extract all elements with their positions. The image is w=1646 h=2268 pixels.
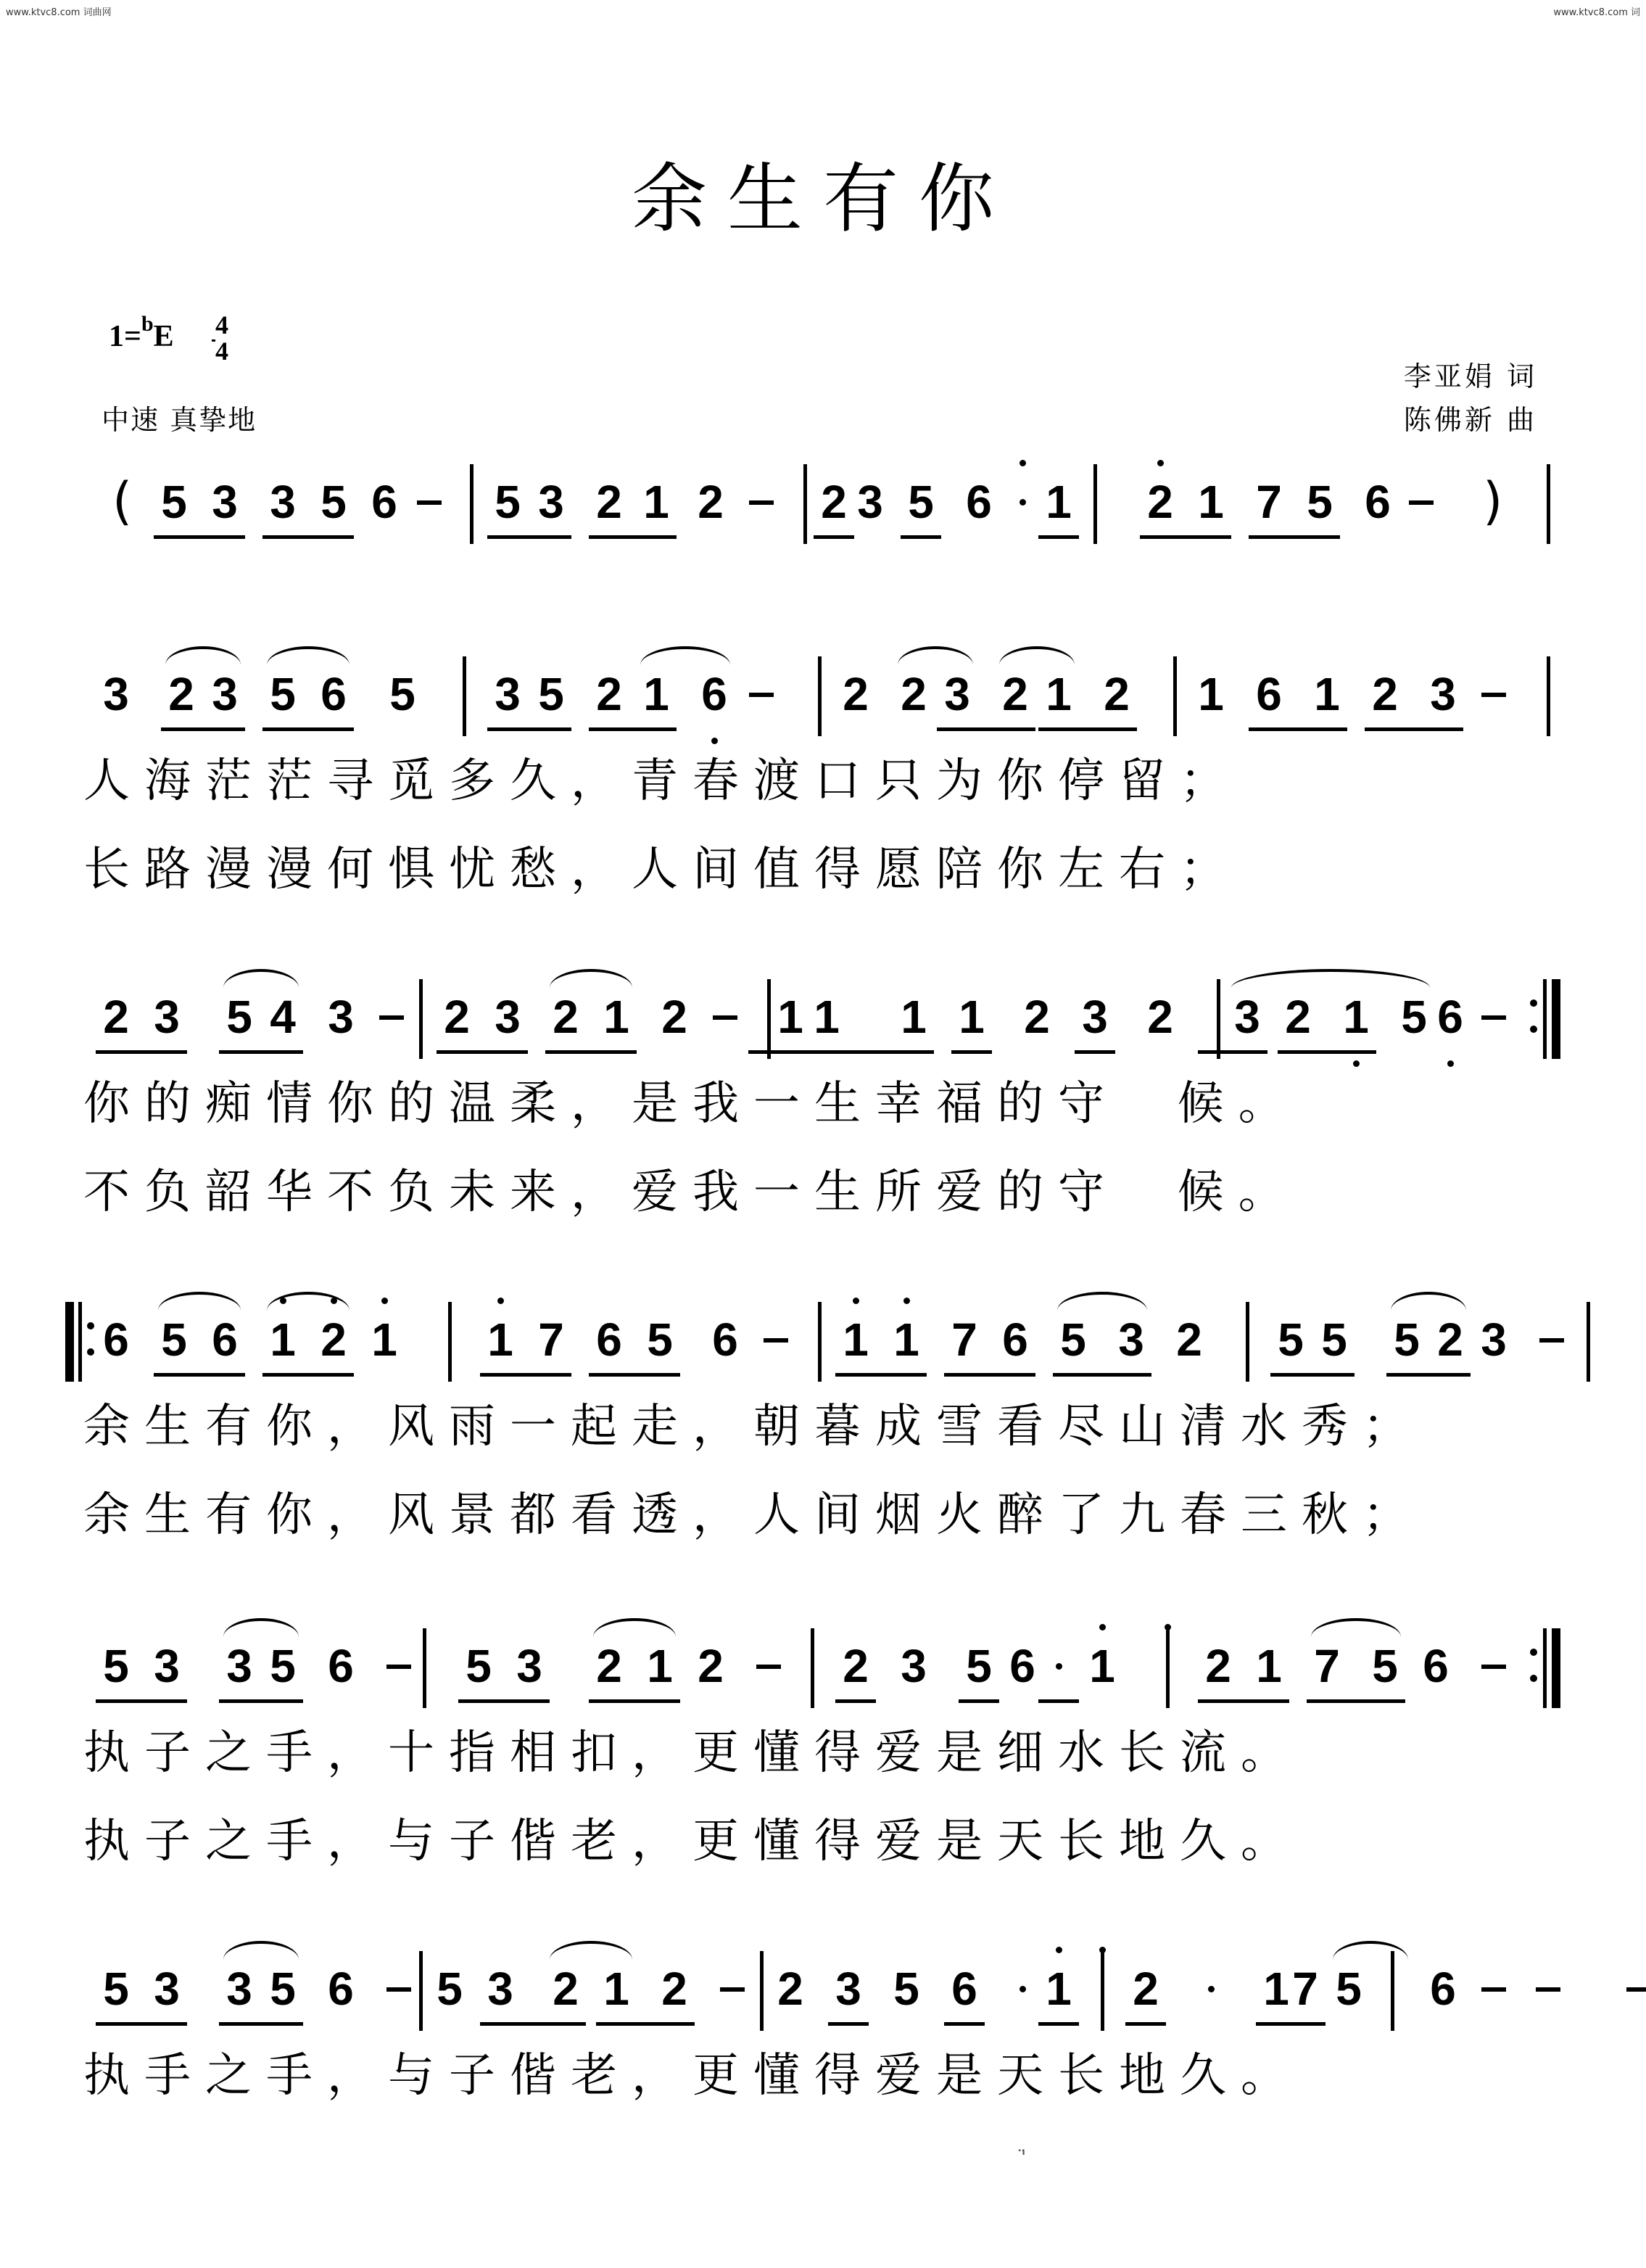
key-signature: 1=$^b$E [109, 312, 174, 353]
note: 5 [966, 1640, 992, 1692]
dash-sustain [749, 693, 774, 697]
note: 2 [553, 1963, 579, 2015]
barline [1173, 656, 1177, 736]
tempo-marking: 中速 真挚地 [102, 404, 257, 436]
octave-dot-high [1099, 1947, 1106, 1953]
slur [550, 1941, 632, 1960]
note: 5 [270, 1640, 296, 1692]
underline [96, 2022, 187, 2026]
note: 1 [643, 476, 669, 528]
slur [223, 1618, 299, 1637]
note: 5 [1278, 1314, 1304, 1366]
lyricist-credit: 李亚娟 词 [1403, 360, 1537, 392]
octave-dot-high [1056, 1947, 1062, 1953]
barline [803, 464, 807, 544]
note: 1 [1198, 476, 1224, 528]
dash-sustain [764, 1338, 788, 1343]
note: 1 [1046, 1963, 1072, 2015]
octave-dot-high [381, 1298, 388, 1304]
underline [944, 1373, 1035, 1377]
note: 2 [843, 668, 869, 720]
note: 6 [1423, 1640, 1449, 1692]
note: 2 [1372, 668, 1398, 720]
lyric-line: 执子之手，十指相扣，更懂得爱是细水长流。 [83, 1726, 1302, 1780]
underline [1249, 727, 1347, 731]
underline [1038, 727, 1137, 731]
lyric-line: 余生有你，风雨一起走，朝暮成雪看尽山清水秀； [83, 1400, 1423, 1453]
octave-dot-high [1157, 460, 1164, 466]
underline [748, 1050, 811, 1054]
barline [760, 1951, 764, 2031]
note: 1 [1046, 476, 1072, 528]
underline [835, 1699, 876, 1703]
note: 3 [226, 1963, 252, 2015]
note: 2 [1147, 476, 1173, 528]
underline [944, 2022, 985, 2026]
note: 5 [647, 1314, 673, 1366]
note: 5 [893, 1963, 919, 2015]
note: 3 [901, 1640, 927, 1692]
note: 3 [495, 991, 521, 1043]
note: 2 [1104, 668, 1130, 720]
underline [480, 2022, 586, 2026]
note: 5 [161, 476, 187, 528]
underline [1278, 1050, 1376, 1054]
note: 5 [161, 1314, 187, 1366]
lyric-line: 执手之手，与子偕老，更懂得爱是天长地久。 [83, 2049, 1302, 2103]
note: 1 [647, 1640, 673, 1692]
note: 1 [1256, 1640, 1282, 1692]
note: 1 [371, 1314, 397, 1366]
note: 2 [596, 476, 622, 528]
dash-sustain [1481, 1987, 1506, 1992]
octave-dot-high [1165, 1624, 1171, 1630]
note: 3 [1430, 668, 1456, 720]
note: 2 [1285, 991, 1311, 1043]
note: 5 [389, 668, 415, 720]
note: 2 [444, 991, 470, 1043]
underline [589, 727, 677, 731]
underline [487, 727, 571, 731]
repeat-barline-thick [1552, 1628, 1560, 1708]
dash-sustain [386, 1665, 411, 1669]
note: 7 [538, 1314, 564, 1366]
note: 3 [835, 1963, 861, 2015]
barline [1246, 1302, 1249, 1382]
note: 2 [901, 668, 927, 720]
underline [901, 535, 941, 539]
slur [1333, 1941, 1408, 1960]
note: 2 [821, 476, 847, 528]
dash-sustain [386, 1987, 411, 1992]
underline [96, 1050, 187, 1054]
repeat-start-thin [78, 1302, 82, 1382]
barline [1101, 1951, 1104, 2031]
barline [1547, 464, 1550, 544]
underline [1307, 1699, 1405, 1703]
dash-sustain [1539, 1338, 1564, 1343]
note: 1 [893, 1314, 919, 1366]
underline [959, 1699, 999, 1703]
note: 6 [212, 1314, 238, 1366]
underline [1140, 535, 1231, 539]
octave-dot-high [903, 1298, 910, 1304]
note: 3 [154, 1640, 180, 1692]
octave-dot-high [853, 1298, 859, 1304]
underline [262, 535, 354, 539]
note: 5 [1394, 1314, 1420, 1366]
note: 3 [538, 476, 564, 528]
repeat-barline-thick [1552, 979, 1560, 1059]
lyric-line: 余生有你，风景都看透，人间烟火醉了九春三秋； [83, 1488, 1423, 1542]
note: 2 [777, 1963, 803, 2015]
note: 2 [698, 1640, 724, 1692]
note: 3 [226, 1640, 252, 1692]
note: 3 [212, 668, 238, 720]
underline [1386, 1373, 1471, 1377]
underline [458, 1699, 550, 1703]
barline [448, 1302, 452, 1382]
note: 7 [1292, 1963, 1318, 2015]
note: 6 [328, 1963, 354, 2015]
note: 3 [516, 1640, 542, 1692]
note: 2 [596, 1640, 622, 1692]
note: 3 [487, 1963, 513, 2015]
note: 2 [698, 476, 724, 528]
note: 5 [1336, 1963, 1362, 2015]
note: 7 [951, 1314, 977, 1366]
note: 3 [1234, 991, 1260, 1043]
underline [545, 1050, 637, 1054]
note: 5 [270, 1963, 296, 2015]
page-title: 余生有你 [631, 154, 1014, 243]
underline [589, 535, 677, 539]
dot-duration [1020, 1986, 1026, 1992]
underline [487, 535, 571, 539]
underline [835, 1373, 927, 1377]
note: 1 [843, 1314, 869, 1366]
underline [828, 2022, 869, 2026]
underline [262, 1373, 354, 1377]
slur [1231, 969, 1430, 988]
slur [550, 969, 632, 988]
barline [470, 464, 473, 544]
underline [589, 1373, 680, 1377]
barline [1217, 979, 1220, 1059]
underline [1075, 1050, 1115, 1054]
repeat-barline-thin [1543, 1628, 1547, 1708]
note: 5 [270, 668, 296, 720]
note: 1 [487, 1314, 513, 1366]
note: 2 [1205, 1640, 1231, 1692]
composer-credit: 陈佛新 曲 [1403, 404, 1537, 436]
note: 5 [226, 991, 252, 1043]
note: 2 [596, 668, 622, 720]
underline [1125, 2022, 1166, 2026]
note: 6 [596, 1314, 622, 1366]
note: 1 [777, 991, 803, 1043]
note: 3 [495, 668, 521, 720]
parenthesis: ) [1483, 471, 1503, 531]
repeat-start-dots [87, 1322, 94, 1358]
underline [596, 2022, 695, 2026]
underline [1256, 2022, 1326, 2026]
octave-dot-high [280, 1298, 286, 1304]
underline [1038, 2022, 1079, 2026]
underline [154, 1373, 245, 1377]
lyric-line: 不负韶华不负未来，爱我一生所爱的守 候。 [83, 1166, 1299, 1219]
underline [951, 1050, 992, 1054]
note: 1 [1263, 1963, 1289, 2015]
note: 4 [270, 991, 296, 1043]
note: 6 [1009, 1640, 1035, 1692]
underline [1053, 1373, 1151, 1377]
note: 2 [661, 991, 687, 1043]
note: 5 [908, 476, 934, 528]
barline [419, 979, 423, 1059]
barline [818, 656, 822, 736]
parenthesis: ( [112, 471, 133, 531]
note: 5 [495, 476, 521, 528]
octave-dot-high [331, 1298, 337, 1304]
note: 7 [1314, 1640, 1340, 1692]
slur [1311, 1618, 1401, 1637]
slur [640, 646, 730, 665]
note: 3 [212, 476, 238, 528]
dash-sustain [379, 1015, 404, 1020]
note: 2 [168, 668, 194, 720]
note: 2 [1133, 1963, 1159, 2015]
time-signature: 4 4 [212, 312, 232, 364]
underline [219, 1699, 303, 1703]
dash-sustain [417, 500, 442, 505]
note: 1 [901, 991, 927, 1043]
dash-sustain [1536, 1987, 1560, 1992]
octave-dot-high [497, 1298, 504, 1304]
note: 1 [603, 1963, 629, 2015]
octave-dot-high [1099, 1624, 1106, 1630]
note: 1 [959, 991, 985, 1043]
barline [463, 656, 466, 736]
underline [1038, 1699, 1079, 1703]
note: 2 [553, 991, 579, 1043]
underline [1270, 1373, 1355, 1377]
header-right-watermark: www.ktvc8.com 词 [1553, 7, 1640, 18]
dash-sustain [1481, 693, 1506, 697]
barline [811, 1628, 814, 1708]
repeat-dots [1530, 1649, 1537, 1685]
note: 2 [661, 1963, 687, 2015]
note: 6 [1256, 668, 1282, 720]
barline [1166, 1628, 1170, 1708]
octave-dot-low [1447, 1060, 1454, 1067]
note: 6 [320, 668, 347, 720]
lyric-line: 人海茫茫寻觅多久，青春渡口只为你停留； [83, 754, 1241, 808]
slur [223, 969, 299, 988]
underline [437, 1050, 528, 1054]
note: 6 [966, 476, 992, 528]
note: 2 [103, 991, 129, 1043]
note: 1 [1089, 1640, 1115, 1692]
note: 3 [154, 991, 180, 1043]
dot-duration [1056, 1663, 1062, 1670]
slur [1057, 1292, 1147, 1311]
underline [1198, 1050, 1267, 1054]
note: 1 [1314, 668, 1340, 720]
note: 2 [320, 1314, 347, 1366]
note: 6 [1430, 1963, 1456, 2015]
note: 1 [1046, 668, 1072, 720]
note: 3 [270, 476, 296, 528]
dash-sustain [756, 1665, 781, 1669]
underline [262, 727, 354, 731]
note: 1 [1343, 991, 1369, 1043]
slur [223, 1941, 299, 1960]
note: 6 [103, 1314, 129, 1366]
note: 6 [1437, 991, 1463, 1043]
barline [1587, 1302, 1590, 1382]
slur [1391, 1292, 1466, 1311]
underline [161, 727, 245, 731]
note: 3 [103, 668, 129, 720]
note: 6 [1365, 476, 1391, 528]
barline [1391, 1951, 1394, 2031]
underline [589, 1699, 680, 1703]
note: 2 [1176, 1314, 1202, 1366]
underline [96, 1699, 187, 1703]
note: 1 [603, 991, 629, 1043]
note: 3 [1082, 991, 1108, 1043]
barline [1093, 464, 1097, 544]
note: 3 [1118, 1314, 1144, 1366]
note: 2 [1002, 668, 1028, 720]
note: 5 [103, 1963, 129, 2015]
note: 5 [1372, 1640, 1398, 1692]
note: 3 [328, 991, 354, 1043]
note: 5 [1307, 476, 1333, 528]
note: 3 [857, 476, 883, 528]
underline [480, 1373, 571, 1377]
underline [219, 1050, 303, 1054]
note: 7 [1256, 476, 1282, 528]
slur [165, 646, 241, 665]
note: 5 [538, 668, 564, 720]
slur [898, 646, 973, 665]
note: 5 [466, 1640, 492, 1692]
note: 5 [103, 1640, 129, 1692]
note: 5 [1321, 1314, 1347, 1366]
octave-dot-low [711, 738, 718, 744]
barline [423, 1628, 426, 1708]
dash-sustain [720, 1987, 745, 1992]
note: 2 [843, 1640, 869, 1692]
underline [1198, 1699, 1289, 1703]
barline [767, 979, 771, 1059]
dash-sustain [749, 500, 774, 505]
note: 3 [944, 668, 970, 720]
dash-sustain [1409, 500, 1434, 505]
lyric-line: 长路漫漫何惧忧愁，人间值得愿陪你左右； [83, 843, 1241, 896]
underline [1249, 535, 1340, 539]
note: 6 [712, 1314, 738, 1366]
note: 3 [1481, 1314, 1507, 1366]
barline [818, 1302, 822, 1382]
note: 2 [1147, 991, 1173, 1043]
underline [1365, 727, 1463, 731]
underline [219, 2022, 303, 2026]
note: 1 [270, 1314, 296, 1366]
underline [937, 727, 1035, 731]
dash-sustain [1481, 1015, 1506, 1020]
note: 6 [371, 476, 397, 528]
barline [1547, 656, 1550, 736]
note: 3 [154, 1963, 180, 2015]
scan-mark: '̈ [1021, 2147, 1027, 2169]
note: 6 [328, 1640, 354, 1692]
underline [814, 535, 854, 539]
repeat-dots [1530, 999, 1537, 1036]
barline [419, 1951, 423, 2031]
lyric-line: 执子之手，与子偕老，更懂得爱是天长地久。 [83, 1815, 1302, 1868]
note: 5 [437, 1963, 463, 2015]
header-left-watermark: www.ktvc8.com 词曲网 [6, 7, 112, 18]
note: 6 [951, 1963, 977, 2015]
note: 5 [320, 476, 347, 528]
underline [806, 1050, 934, 1054]
dot-duration [1020, 499, 1026, 506]
note: 6 [701, 668, 727, 720]
dash-sustain [1481, 1665, 1506, 1669]
note: 2 [1024, 991, 1050, 1043]
note: 5 [1060, 1314, 1086, 1366]
lyric-line: 你的痴情你的温柔，是我一生幸福的守 候。 [83, 1077, 1299, 1131]
note: 5 [1401, 991, 1427, 1043]
octave-dot-low [1353, 1060, 1360, 1067]
slur [158, 1292, 241, 1311]
dash-sustain [1626, 1987, 1646, 1992]
underline [154, 535, 245, 539]
repeat-start-thick [65, 1302, 74, 1382]
dot-duration [1208, 1986, 1215, 1992]
note: 1 [643, 668, 669, 720]
slur [999, 646, 1075, 665]
slur [267, 646, 350, 665]
note: 1 [1198, 668, 1224, 720]
dash-sustain [713, 1015, 737, 1020]
repeat-barline-thin [1543, 979, 1547, 1059]
underline [1038, 535, 1079, 539]
octave-dot-high [1020, 460, 1026, 466]
note: 1 [814, 991, 840, 1043]
note: 6 [1002, 1314, 1028, 1366]
note: 2 [1437, 1314, 1463, 1366]
slur [593, 1618, 676, 1637]
